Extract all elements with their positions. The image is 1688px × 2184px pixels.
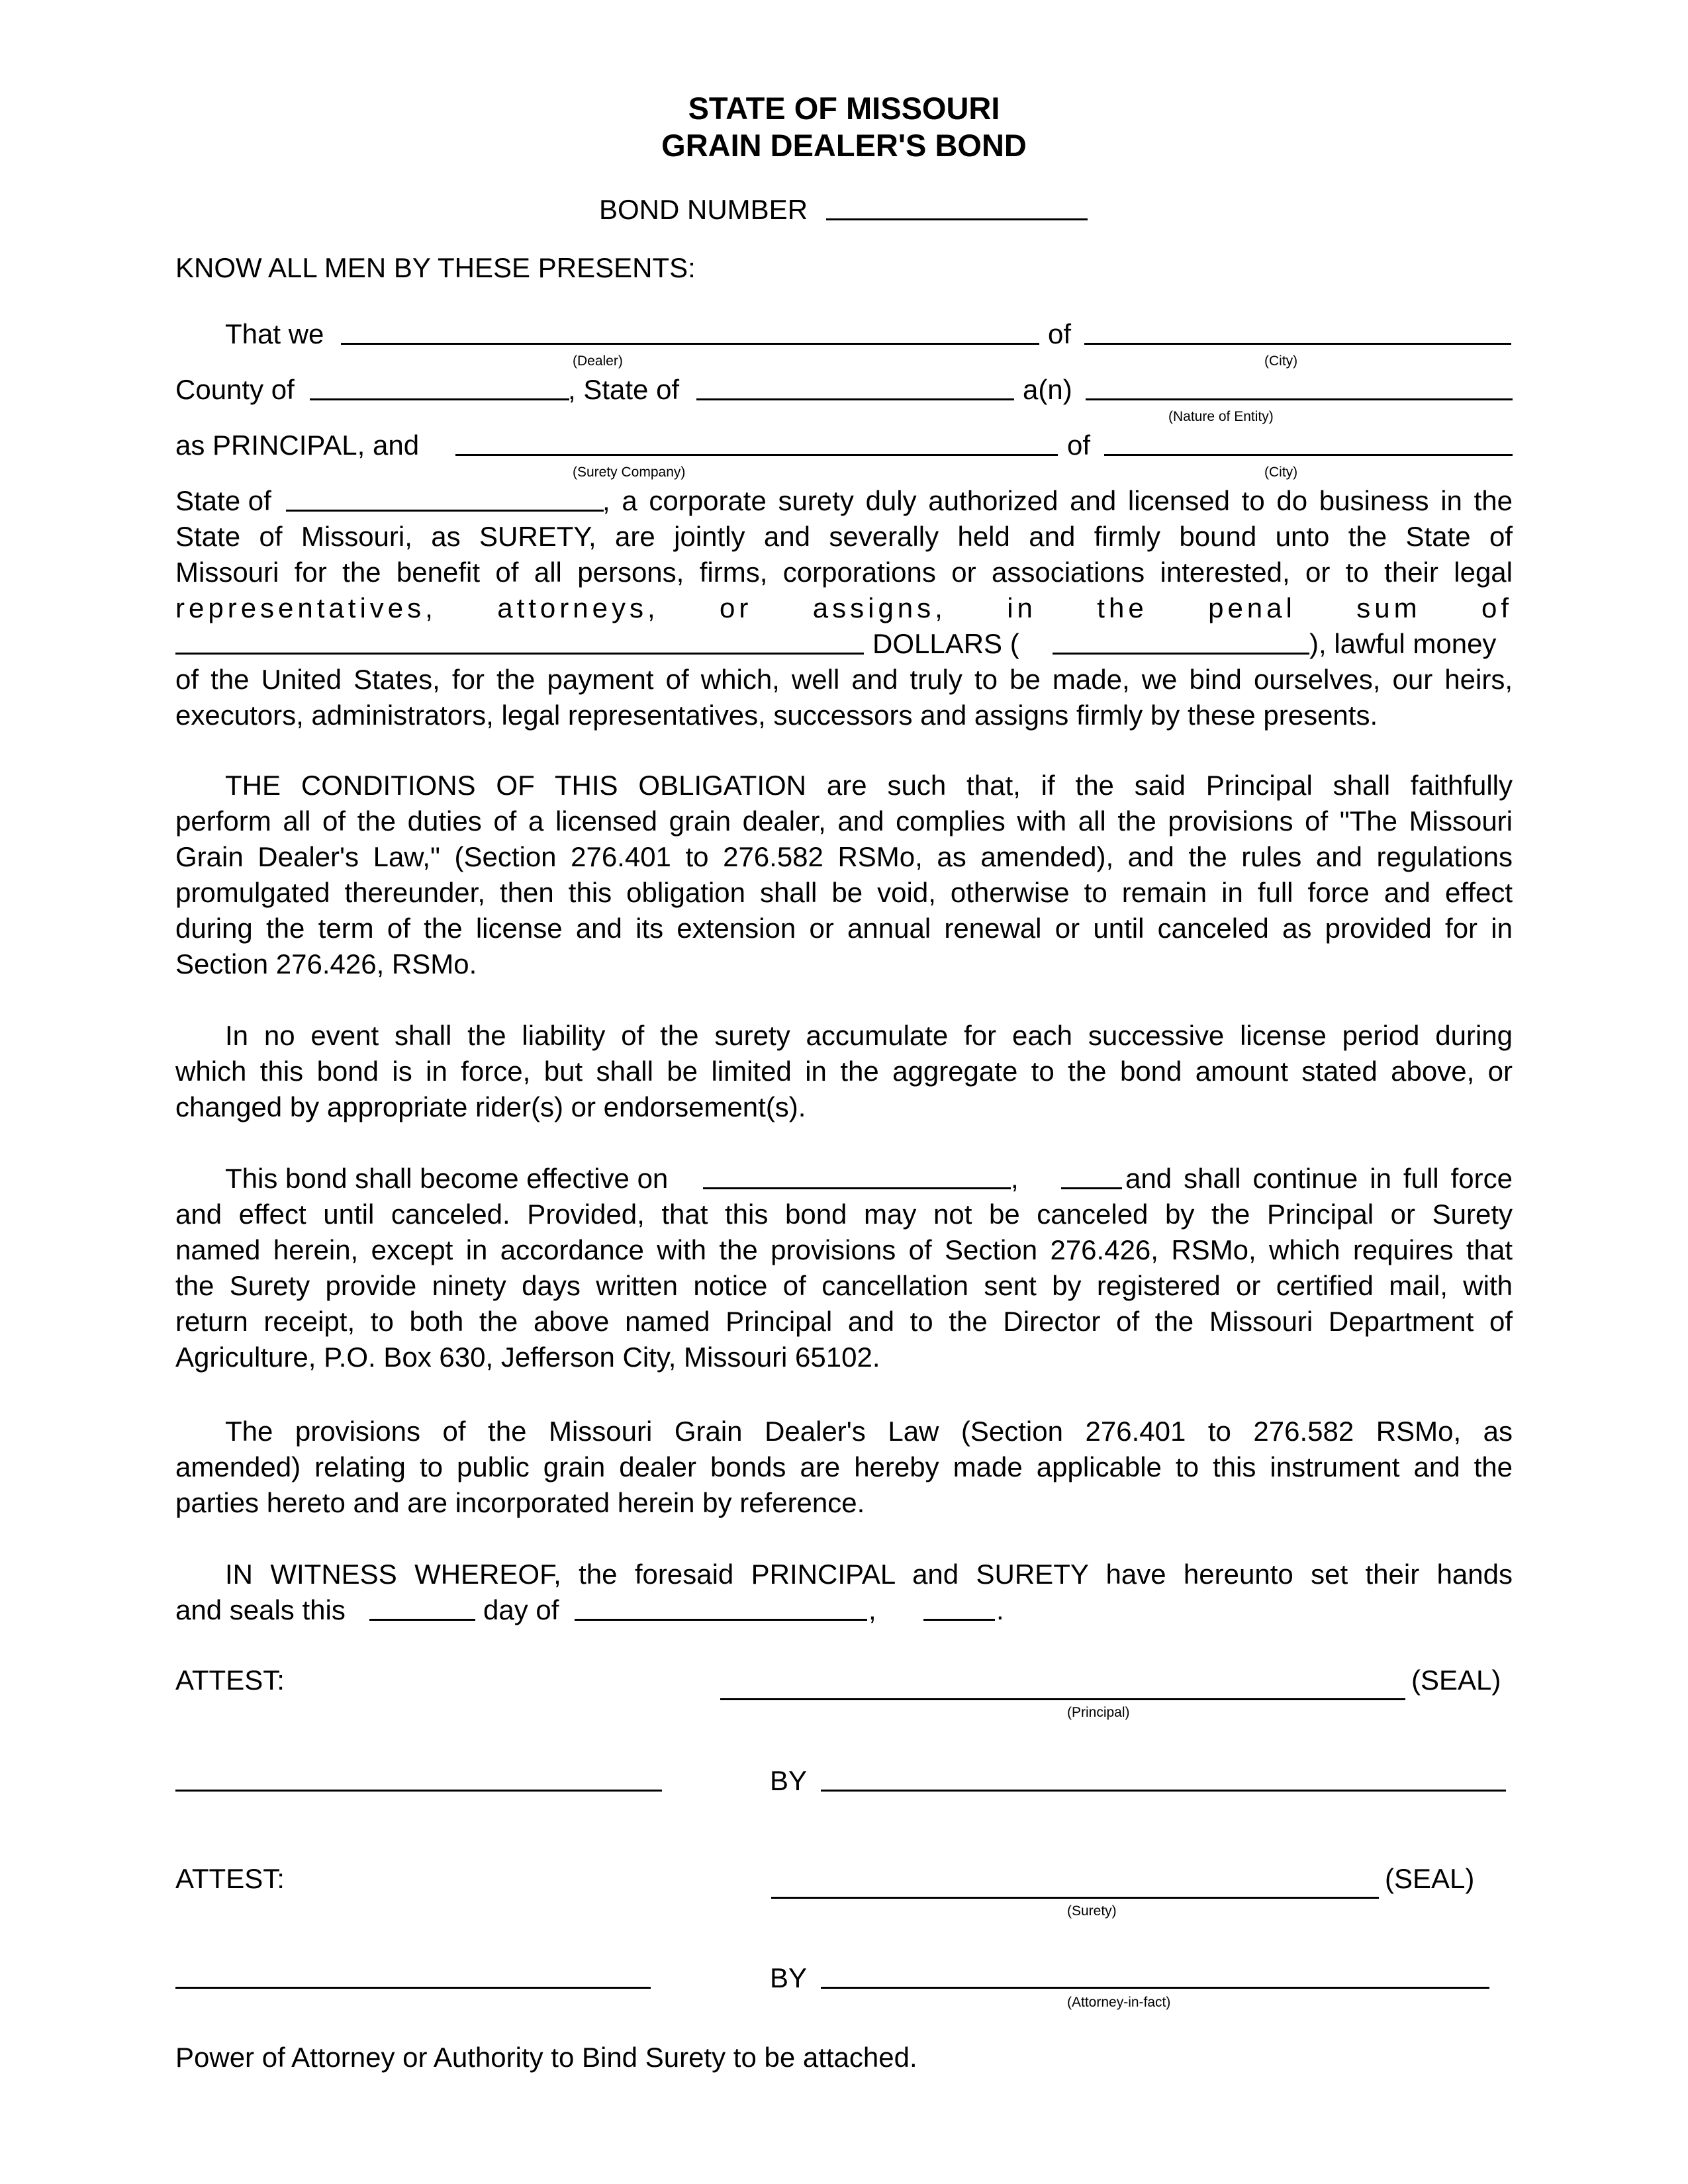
surety-signature-field[interactable] [771, 1897, 1379, 1899]
effective-line-2: and effect until canceled. Provided, that this bond may not be canceled by the Principal or Surety [175, 1199, 1513, 1230]
principal-signature-field[interactable] [720, 1698, 1405, 1700]
surety-company-caption: (Surety Company) [573, 465, 686, 480]
surety-caption: (Surety) [1067, 1903, 1117, 1919]
that-we-label: That we [225, 318, 324, 349]
conditions-line-2: perform all of the duties of a licensed grain dealer, and complies with all the provisions of "The Missouri [175, 805, 1513, 837]
conditions-line-1: THE CONDITIONS OF THIS OBLIGATION are such that, if the said Principal shall faithfully [225, 770, 1513, 801]
witness-month-field[interactable] [575, 1619, 867, 1621]
surety-city-field[interactable] [1104, 454, 1513, 456]
surety-para-line-1: , a corporate surety duly authorized and licensed to do business in the [602, 485, 1513, 516]
liability-line-3: changed by appropriate rider(s) or endorsement(s). [175, 1091, 806, 1122]
conditions-line-4: promulgated thereunder, then this obligation shall be void, otherwise to remain in full force and effect [175, 877, 1513, 908]
witness-year-field[interactable] [923, 1619, 995, 1621]
surety-para-line-7: executors, administrators, legal representatives, successors and assigns firmly by these presents. [175, 700, 1378, 731]
conditions-line-5: during the term of the license and its extension or annual renewal or until canceled as provided for in [175, 913, 1513, 944]
surety-para-line-3: Missouri for the benefit of all persons, firms, corporations or associations interested, or to their legal [175, 557, 1513, 588]
effective-line-5: return receipt, to both the above named Principal and to the Director of the Missouri Department of [175, 1306, 1513, 1337]
county-of-label: County of [175, 374, 295, 405]
city-caption-1: (City) [1264, 353, 1298, 369]
witness-day-of-label: day of [483, 1594, 559, 1625]
witness-day-field[interactable] [369, 1619, 475, 1621]
effective-comma: , [1011, 1163, 1019, 1194]
principal-by-signature-field[interactable] [821, 1790, 1506, 1792]
dealer-caption: (Dealer) [573, 353, 623, 369]
dealer-city-field[interactable] [1084, 343, 1511, 345]
provisions-line-1: The provisions of the Missouri Grain Dealer's Law (Section 276.401 to 276.582 RSMo, as [225, 1416, 1513, 1447]
effective-line-4: the Surety provide ninety days written notice of cancellation sent by registered or certified mail, with [175, 1270, 1513, 1301]
conditions-line-6: Section 276.426, RSMo. [175, 948, 477, 979]
principal-caption: (Principal) [1067, 1705, 1130, 1720]
surety-para-line-2: State of Missouri, as SURETY, are jointly and severally held and firmly bound unto the State of [175, 521, 1513, 552]
county-field[interactable] [310, 398, 569, 400]
surety-para-line-4: representatives, attorneys, or assigns, in the penal sum of [175, 592, 1513, 623]
effective-line-3: named herein, except in accordance with the provisions of Section 276.426, RSMo, which requires that [175, 1234, 1513, 1265]
liability-line-1: In no event shall the liability of the surety accumulate for each successive license period during [225, 1020, 1513, 1051]
attest-label-1: ATTEST: [175, 1664, 285, 1696]
witness-seals-prefix: and seals this [175, 1594, 346, 1625]
bond-number-field[interactable] [826, 218, 1088, 220]
attest-label-2: ATTEST: [175, 1863, 285, 1894]
footer-note: Power of Attorney or Authority to Bind Surety to be attached. [175, 2042, 917, 2073]
conditions-line-3: Grain Dealer's Law," (Section 276.401 to 276.582 RSMo, as amended), and the rules and regulations [175, 841, 1513, 872]
title-line-2: GRAIN DEALER'S BOND [661, 128, 1027, 163]
surety-company-field[interactable] [455, 454, 1058, 456]
surety-state-field[interactable] [286, 510, 604, 512]
provisions-line-3: parties hereto and are incorporated herein by reference. [175, 1487, 865, 1518]
witness-period: . [996, 1594, 1004, 1625]
surety-state-prefix: State of [175, 485, 271, 516]
witness-comma: , [868, 1594, 876, 1625]
effective-year-field[interactable] [1061, 1187, 1122, 1189]
liability-line-2: which this bond is in force, but shall be limited in the aggregate to the bond amount stated above, or [175, 1056, 1513, 1087]
dollars-label: DOLLARS ( [872, 628, 1019, 659]
bond-number-label: BOND NUMBER [599, 194, 808, 225]
effective-line-6: Agriculture, P.O. Box 630, Jefferson City, Missouri 65102. [175, 1342, 880, 1373]
state-field[interactable] [696, 398, 1014, 400]
effective-prefix: This bond shall become effective on [225, 1163, 669, 1194]
penal-sum-words-field[interactable] [175, 653, 864, 655]
seal-label-2: (SEAL) [1385, 1863, 1475, 1894]
witness-line-1: IN WITNESS WHEREOF, the foresaid PRINCIPAL and SURETY have hereunto set their hands [225, 1559, 1513, 1590]
effective-suffix: and shall continue in full force [1125, 1163, 1513, 1194]
attorney-in-fact-caption: (Attorney-in-fact) [1067, 1995, 1171, 2010]
lawful-money-label: ), lawful money [1309, 628, 1497, 659]
penal-sum-amount-field[interactable] [1053, 653, 1309, 655]
title-line-1: STATE OF MISSOURI [688, 91, 1000, 126]
provisions-line-2: amended) relating to public grain dealer bonds are hereby made applicable to this instrument and the [175, 1451, 1513, 1482]
state-of-label: , State of [568, 374, 680, 405]
as-principal-label: as PRINCIPAL, and [175, 430, 420, 461]
city-caption-2: (City) [1264, 465, 1298, 480]
by-label-1: BY [770, 1765, 808, 1796]
of-label-2: of [1067, 430, 1091, 461]
a-n-label: a(n) [1023, 374, 1072, 405]
of-label-1: of [1048, 318, 1072, 349]
nature-of-entity-field[interactable] [1086, 398, 1513, 400]
surety-para-line-6: of the United States, for the payment of which, well and truly to be made, we bind ourselves, our heirs, [175, 664, 1513, 695]
preamble: KNOW ALL MEN BY THESE PRESENTS: [175, 252, 696, 283]
attest-signature-field-1[interactable] [175, 1790, 662, 1792]
nature-of-entity-caption: (Nature of Entity) [1168, 409, 1274, 424]
attest-signature-field-2[interactable] [175, 1987, 651, 1989]
effective-date-field[interactable] [703, 1187, 1011, 1189]
by-label-2: BY [770, 1962, 808, 1993]
attorney-in-fact-signature-field[interactable] [821, 1987, 1489, 1989]
seal-label-1: (SEAL) [1411, 1664, 1501, 1696]
dealer-field[interactable] [341, 343, 1039, 345]
